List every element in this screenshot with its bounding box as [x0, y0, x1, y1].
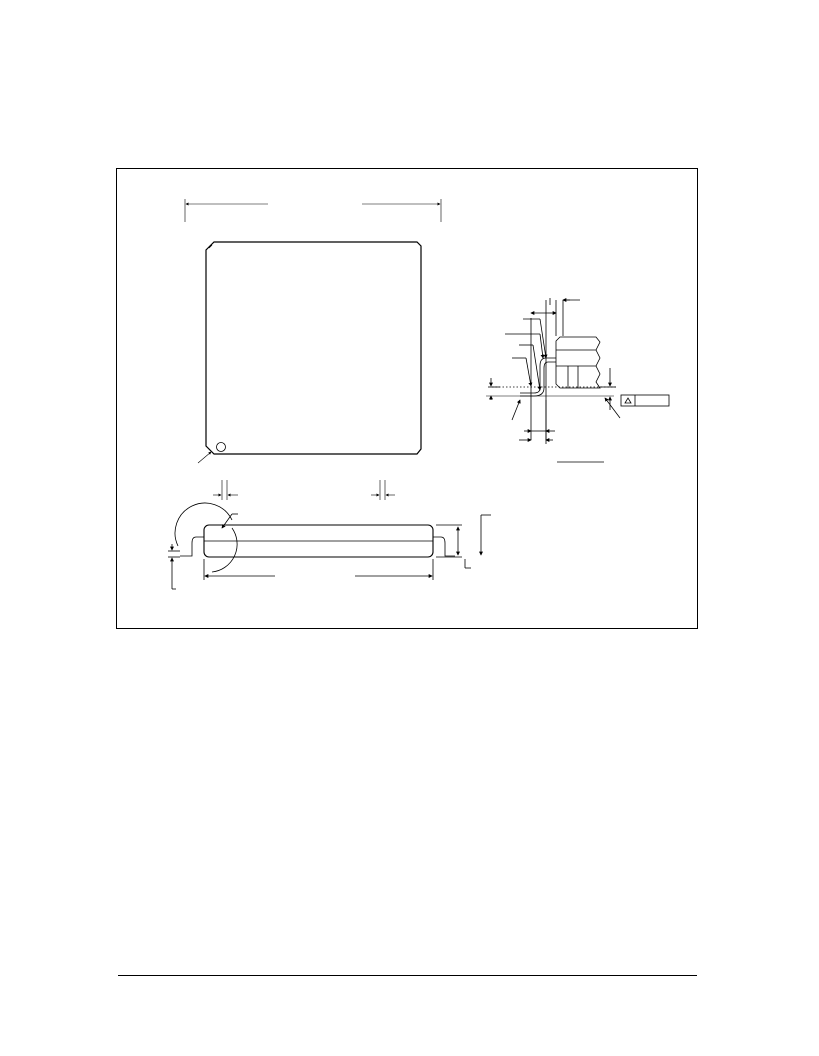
pin1-marker: [217, 443, 226, 452]
detail-a-drawing: [486, 298, 669, 444]
package-top-view: [206, 242, 421, 454]
package-side-view: [168, 503, 491, 589]
lead-dimensions: [213, 480, 395, 500]
package-body: [206, 242, 421, 454]
footer-rule: [118, 975, 697, 976]
overall-width-dimension: [185, 199, 441, 222]
